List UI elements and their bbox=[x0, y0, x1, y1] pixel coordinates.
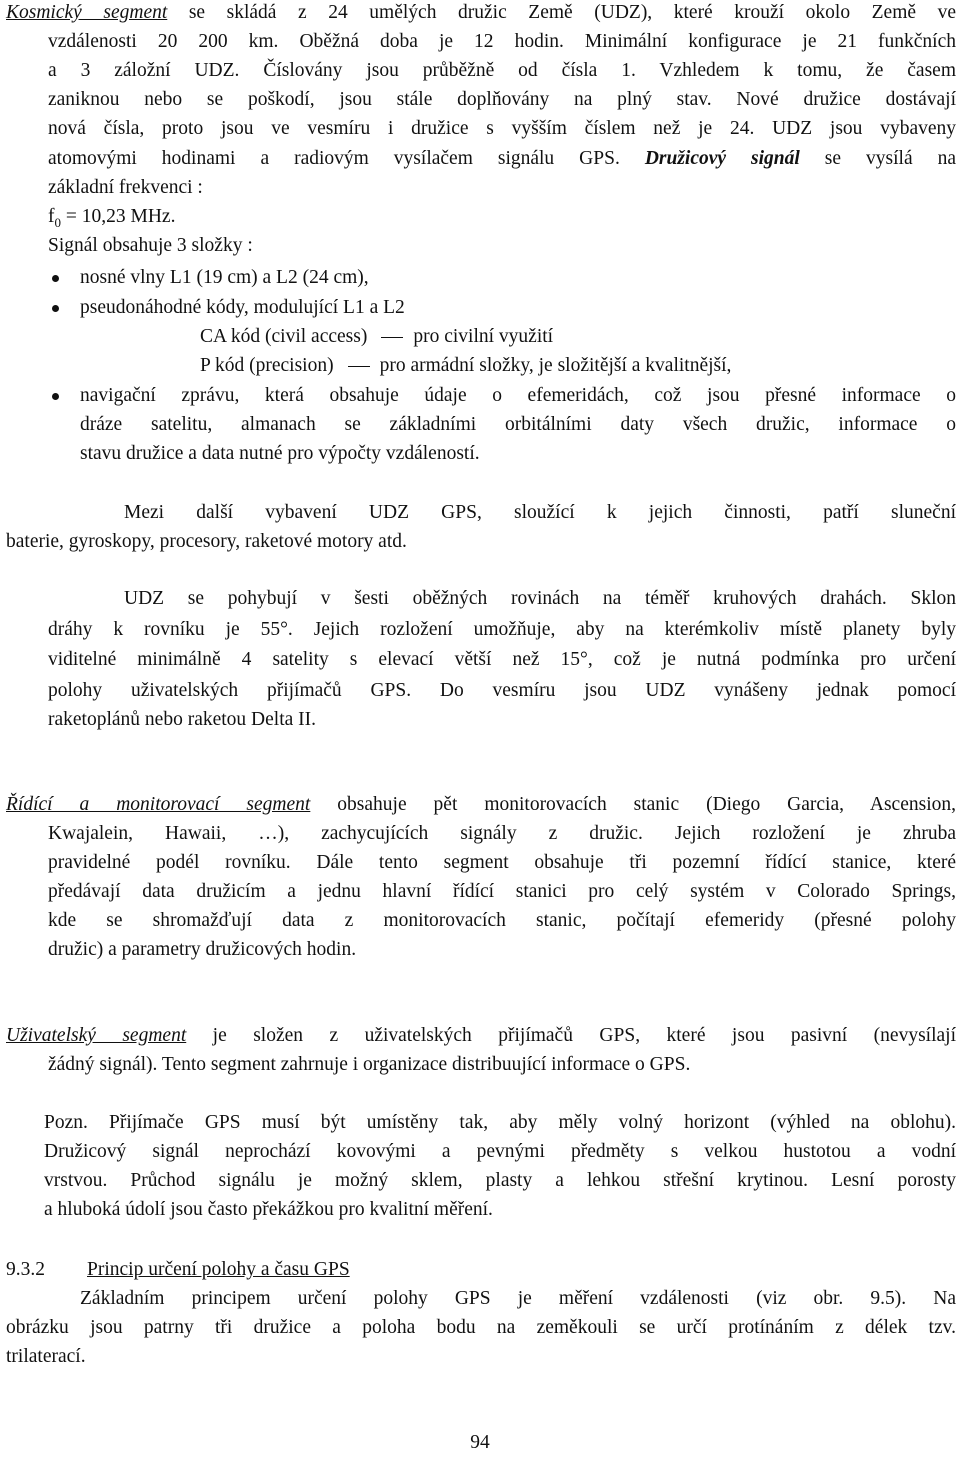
text-line: kde se shromažďují data z monitorovacích stanic, počítají efemeridy (přesné polohy bbox=[48, 910, 956, 931]
bullet-item: dráze satelitu, almanach se základními orbitálními daty všech družic, informace o bbox=[80, 414, 956, 435]
section-number: 9.3.2 bbox=[6, 1259, 45, 1280]
text-line: a 3 záložní UDZ. Číslovány jsou průběžně od čísla 1. Vzhledem k tomu, že časem bbox=[48, 60, 956, 81]
text-line: atomovými hodinami a radiovým vysílačem signálu GPS. Družicový signál se vysílá na bbox=[48, 148, 956, 169]
dash-icon bbox=[381, 337, 403, 338]
space-segment-title: Kosmický segment bbox=[6, 2, 168, 23]
bullet-item: pseudonáhodné kódy, modulující L1 a L2 bbox=[80, 297, 405, 318]
control-segment-line-1: Řídící a monitorovací segment obsahuje pět monitorovacích stanic (Diego Garcia, Ascension, bbox=[6, 794, 956, 815]
text-line: vzdálenosti 20 200 km. Oběžná doba je 12 hodin. Minimální konfigurace je 21 funkčních bbox=[48, 31, 956, 52]
dash-icon bbox=[348, 366, 370, 367]
bullet-item: stavu družice a data nutné pro výpočty vzdáleností. bbox=[80, 443, 480, 464]
ca-code-line: CA kód (civil access) pro civilní využití bbox=[200, 326, 554, 347]
section-title: Princip určení polohy a času GPS bbox=[87, 1259, 350, 1280]
bullet-icon bbox=[52, 275, 59, 282]
section-line: trilaterací. bbox=[6, 1346, 86, 1367]
equipment-line-2: baterie, gyroskopy, procesory, raketové motory atd. bbox=[6, 531, 407, 552]
user-segment-title: Uživatelský segment bbox=[6, 1025, 187, 1046]
orbit-line: dráhy k rovníku je 55°. Jejich rozložení umožňuje, aby na kterémkoliv místě planety byly bbox=[48, 619, 956, 640]
text-line: nová čísla, proto jsou ve vesmíru i družice s vyšším číslem než je 24. UDZ jsou vybaveny bbox=[48, 118, 956, 139]
p-code-line: P kód (precision) pro armádní složky, je složitější a kvalitnější, bbox=[200, 355, 732, 376]
satellite-signal-term: Družicový signál bbox=[644, 148, 800, 169]
space-segment-line-1: Kosmický segment se skládá z 24 umělých družic Země (UDZ), které krouží okolo Země ve bbox=[6, 2, 956, 23]
orbit-line: viditelné minimálně 4 satelity s elevací větší než 15°, což je nutná podmínka pro určení bbox=[48, 649, 956, 670]
orbit-line-1: UDZ se pohybují v šesti oběžných rovinách na téměř kruhových drahách. Sklon bbox=[124, 588, 956, 609]
text-line: zaniknou nebo se poškodí, jsou stále doplňovány na plný stav. Nové družice dostávají bbox=[48, 89, 956, 110]
orbit-line: raketoplánů nebo raketou Delta II. bbox=[48, 709, 317, 730]
control-segment-title: Řídící a monitorovací segment bbox=[6, 794, 311, 815]
section-line-1: Základním principem určení polohy GPS je měření vzdálenosti (viz obr. 9.5). Na bbox=[80, 1288, 956, 1309]
note-line: a hluboká údolí jsou často překážkou pro kvalitní měření. bbox=[44, 1199, 493, 1220]
note-line: vrstvou. Průchod signálu je možný sklem, plasty a lehkou střešní krytinou. Lesní porosty bbox=[44, 1170, 956, 1191]
text-line: předávají data družicím a jednu hlavní řídící stanici pro celý systém v Colorado Springs, bbox=[48, 881, 956, 902]
note-line-1: Pozn. Přijímače GPS musí být umístěny tak, aby měly volný horizont (výhled na oblohu). bbox=[44, 1112, 956, 1133]
text-line: družic) a parametry družicových hodin. bbox=[48, 939, 357, 960]
equipment-line-1: Mezi další vybavení UDZ GPS, sloužící k jejich činnosti, patří sluneční bbox=[124, 502, 956, 523]
page-number: 94 bbox=[470, 1432, 490, 1453]
user-segment-line-1: Uživatelský segment je složen z uživatelských přijímačů GPS, které jsou pasivní (nevysílají bbox=[6, 1025, 956, 1046]
bullet-item: navigační zprávu, která obsahuje údaje o efemeridách, což jsou přesné informace o bbox=[80, 385, 956, 406]
signal-intro: Signál obsahuje 3 složky : bbox=[48, 235, 253, 256]
bullet-item: nosné vlny L1 (19 cm) a L2 (24 cm), bbox=[80, 267, 369, 288]
bullet-icon bbox=[52, 305, 59, 312]
orbit-line: polohy uživatelských přijímačů GPS. Do vesmíru jsou UDZ vynášeny jednak pomocí bbox=[48, 680, 956, 701]
section-line: obrázku jsou patrny tři družice a poloha bodu na zeměkouli se určí protínáním z délek tzv. bbox=[6, 1317, 956, 1338]
note-line: Družicový signál neprochází kovovými a pevnými předměty s velkou hustotou a vodní bbox=[44, 1141, 956, 1162]
text-line: Kwajalein, Hawaii, …), zachycujících signály z družic. Jejich rozložení je zhruba bbox=[48, 823, 956, 844]
text-line: základní frekvenci : bbox=[48, 177, 203, 198]
frequency-line: $f_0 = 10,23$ MHz. bbox=[48, 206, 176, 230]
text-line: pravidelné podél rovníku. Dále tento segment obsahuje tři pozemní řídící stanice, které bbox=[48, 852, 956, 873]
text-line: žádný signál). Tento segment zahrnuje i organizace distribuující informace o GPS. bbox=[48, 1054, 691, 1075]
bullet-icon bbox=[52, 393, 59, 400]
